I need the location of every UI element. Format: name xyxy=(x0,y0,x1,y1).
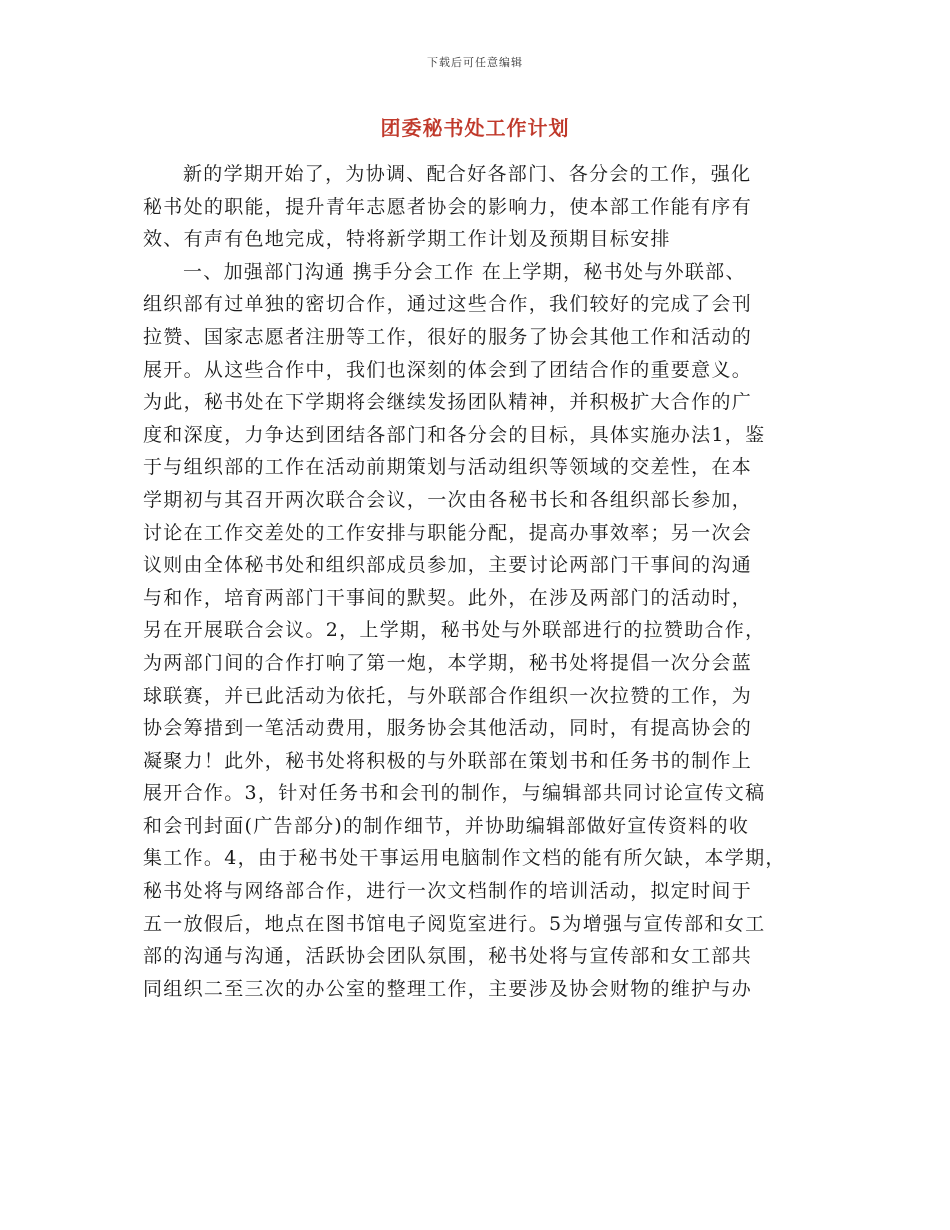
body-line: 议则由全体秘书处和组织部成员参加，主要讨论两部门干事间的沟通 xyxy=(143,554,753,577)
body-line: 效、有声有色地完成，特将新学期工作计划及预期目标安排 xyxy=(143,228,671,251)
body-line: 秘书处将与网络部合作，进行一次文档制作的培训活动，拟定时间于 xyxy=(143,880,753,903)
body-line: 五一放假后，地点在图书馆电子阅览室进行。5为增强与宣传部和女工 xyxy=(143,912,766,935)
document-title: 团委秘书处工作计划 xyxy=(380,116,570,140)
body-line: 协会筹措到一笔活动费用，服务协会其他活动，同时，有提高协会的 xyxy=(143,717,753,740)
body-line: 和会刊封面(广告部分)的制作细节，并协助编辑部做好宣传资料的收 xyxy=(143,814,750,837)
body-line: 组织部有过单独的密切合作，通过这些合作，我们较好的完成了会刊 xyxy=(143,293,753,316)
body-line: 于与组织部的工作在活动前期策划与活动组织等领域的交差性，在本 xyxy=(143,456,753,479)
body-line: 凝聚力！此外，秘书处将积极的与外联部在策划书和任务书的制作上 xyxy=(143,749,753,772)
body-line: 展开合作。3，针对任务书和会刊的制作，与编辑部共同讨论宣传文稿 xyxy=(143,782,766,805)
body-line: 部的沟通与沟通，活跃协会团队氛围，秘书处将与宣传部和女工部共 xyxy=(143,945,753,968)
body-line: 度和深度，力争达到团结各部门和各分会的目标，具体实施办法1，鉴 xyxy=(143,423,766,446)
body-line: 拉赞、国家志愿者注册等工作，很好的服务了协会其他工作和活动的 xyxy=(143,325,753,348)
body-line: 一、加强部门沟通 携手分会工作 在上学期，秘书处与外联部、 xyxy=(183,260,746,283)
body-line: 为两部门间的合作打响了第一炮，本学期，秘书处将提倡一次分会蓝 xyxy=(143,651,753,674)
body-line: 同组织二至三次的办公室的整理工作，主要涉及协会财物的维护与办 xyxy=(143,977,753,1000)
document-body xyxy=(143,158,823,1005)
body-line: 讨论在工作交差处的工作安排与职能分配，提高办事效率；另一次会 xyxy=(143,521,753,544)
body-line: 为此，秘书处在下学期将会继续发扬团队精神，并积极扩大合作的广 xyxy=(143,391,753,414)
body-line: 学期初与其召开两次联合会议，一次由各秘书长和各组织部长参加， xyxy=(143,488,753,511)
body-line: 集工作。4，由于秘书处干事运用电脑制作文档的能有所欠缺，本学期， xyxy=(143,847,786,870)
body-line: 球联赛，并已此活动为依托，与外联部合作组织一次拉赞的工作，为 xyxy=(143,684,753,707)
body-line: 秘书处的职能，提升青年志愿者协会的影响力，使本部工作能有序有 xyxy=(143,195,753,218)
header-note: 下载后可任意编辑 xyxy=(427,56,523,69)
body-line: 与和作，培育两部门干事间的默契。此外，在涉及两部门的活动时， xyxy=(143,586,753,609)
body-line: 展开。从这些合作中，我们也深刻的体会到了团结合作的重要意义。 xyxy=(143,358,753,381)
body-line: 另在开展联合会议。2，上学期，秘书处与外联部进行的拉赞助合作， xyxy=(143,619,766,642)
body-line: 新的学期开始了，为协调、配合好各部门、各分会的工作，强化 xyxy=(183,163,752,185)
